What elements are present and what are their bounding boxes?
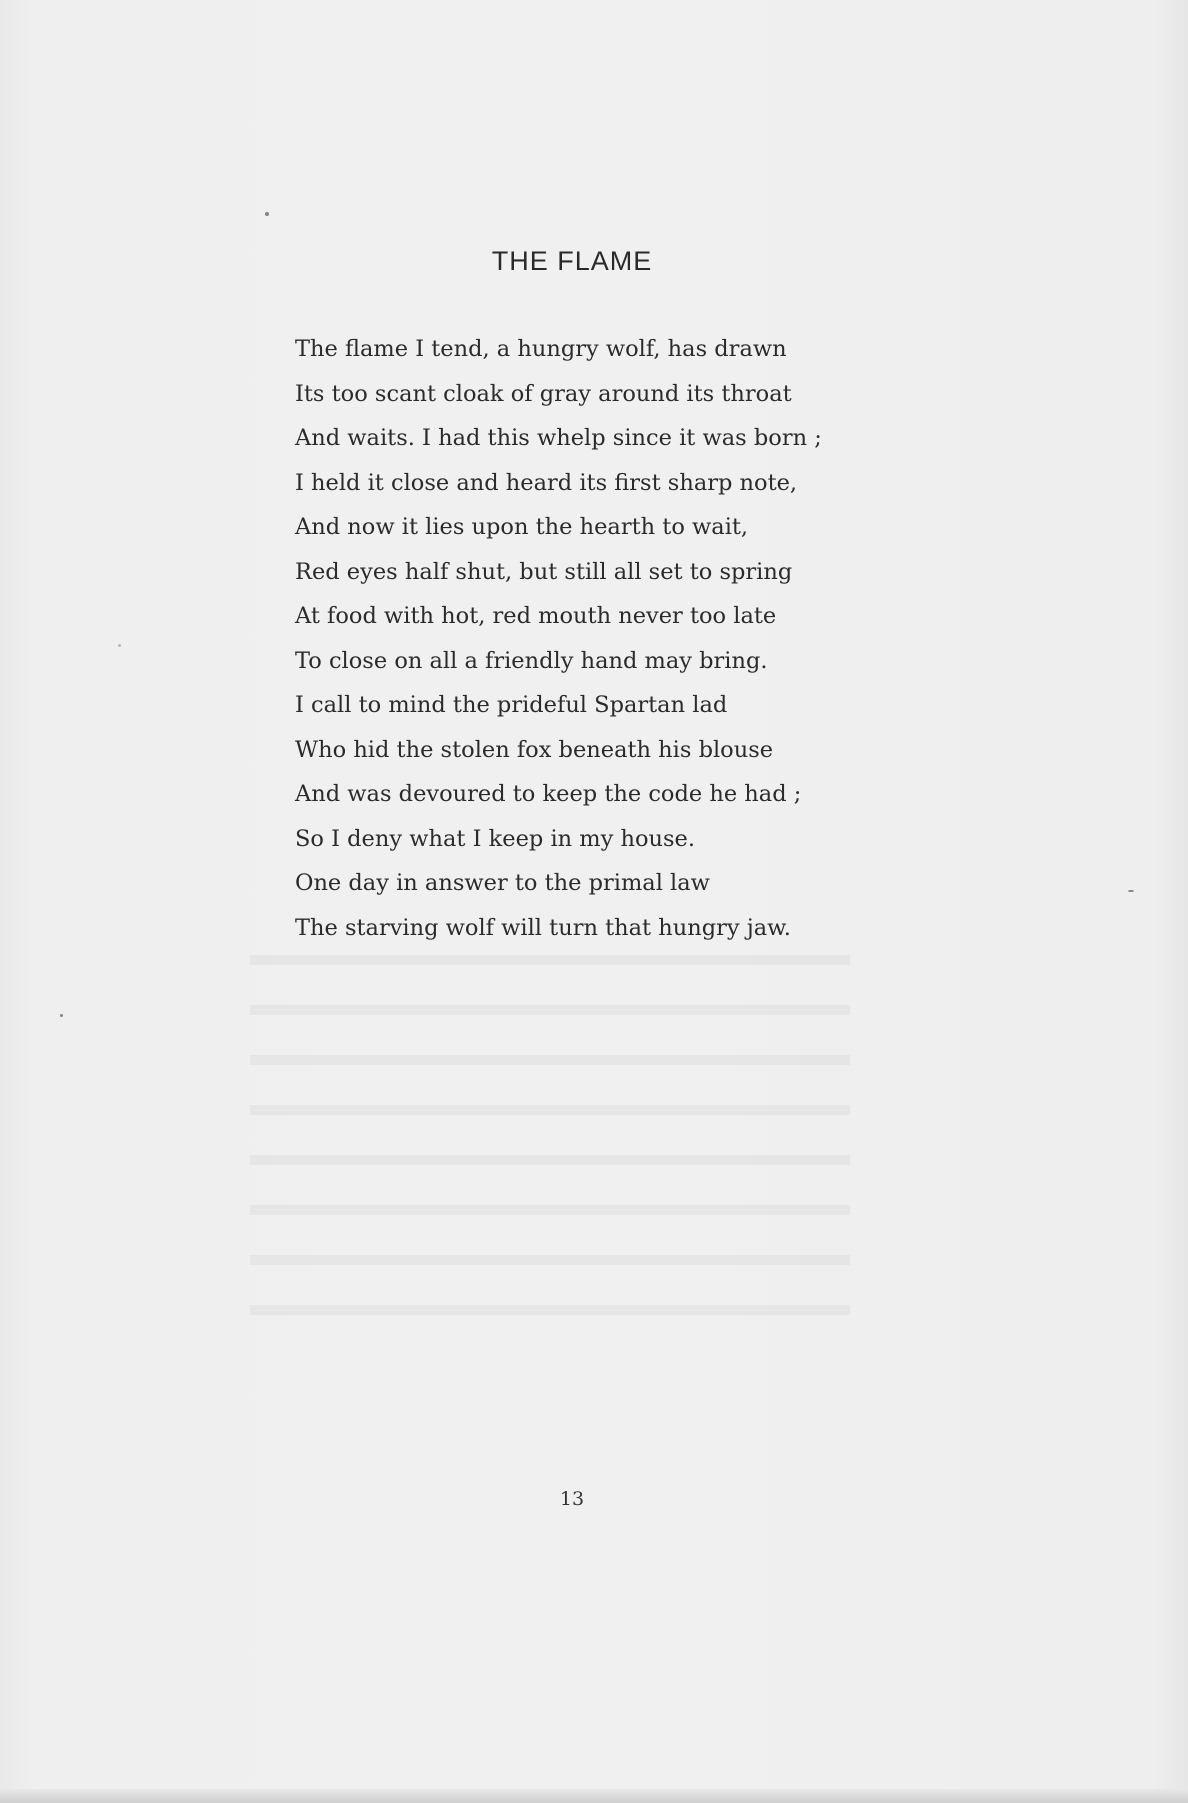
poem-line: At food with hot, red mouth never too late <box>295 603 777 629</box>
poem-line: The flame I tend, a hungry wolf, has drawn <box>295 336 787 362</box>
paper-speck <box>1128 890 1134 892</box>
poem-line: I held it close and heard its first sharp note, <box>295 469 798 496</box>
poem-line: I call to mind the prideful Spartan lad <box>295 692 728 718</box>
poem-line: And was devoured to keep the code he had ; <box>295 781 802 807</box>
poem-line: Who hid the stolen fox beneath his blouse <box>295 736 774 763</box>
poem-line: The starving wolf will turn that hungry jaw. <box>295 914 791 941</box>
page-edge <box>0 1789 1188 1803</box>
show-through-text <box>250 955 850 1335</box>
poem-line: So I deny what I keep in my house. <box>295 825 696 852</box>
paper-speck <box>118 644 121 647</box>
poem-title: THE FLAME <box>491 246 653 276</box>
poem-line: Its too scant cloak of gray around its throat <box>295 380 792 407</box>
poem-line: Red eyes half shut, but still all set to spring <box>295 558 793 585</box>
poem-body <box>295 327 855 950</box>
paper-speck <box>60 1014 63 1017</box>
poem-line: And waits. I had this whelp since it was born ; <box>295 425 822 451</box>
poem-line: To close on all a friendly hand may bring. <box>295 647 768 674</box>
page-number: 13 <box>559 1488 585 1510</box>
poem-line: And now it lies upon the hearth to wait, <box>295 514 749 540</box>
poem-line: One day in answer to the primal law <box>295 870 710 896</box>
paper-speck <box>265 212 269 216</box>
